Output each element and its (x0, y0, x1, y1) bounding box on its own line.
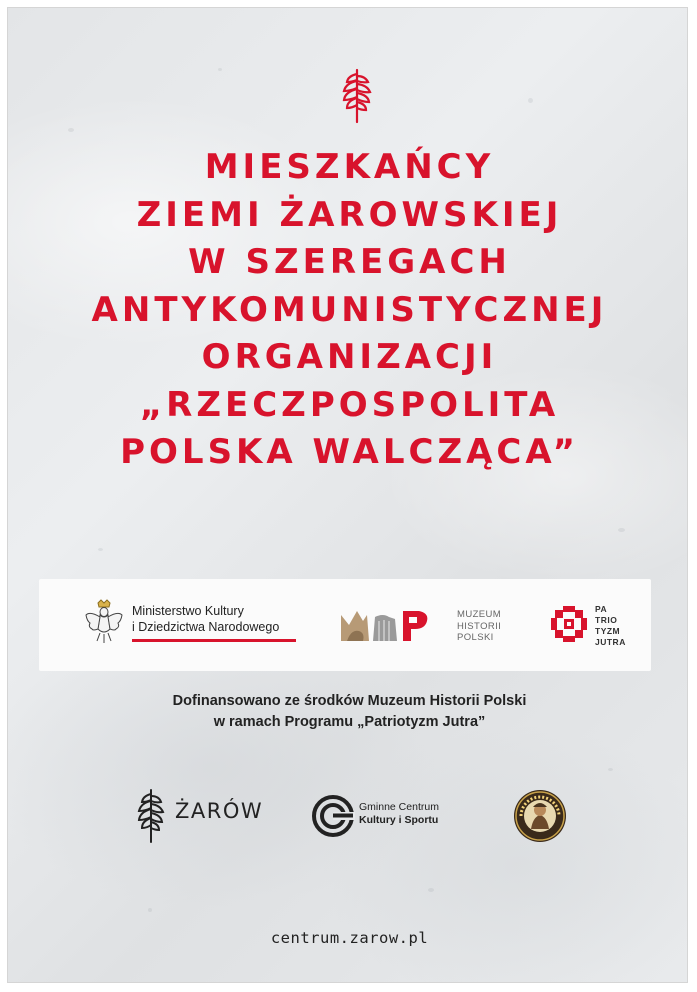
museum-line1: MUZEUM (457, 609, 502, 620)
patriotyzm-jutra-text (595, 604, 626, 648)
tree-icon (133, 787, 169, 845)
poster-title (21, 144, 678, 477)
tree-icon (337, 66, 377, 126)
museum-logo (339, 607, 451, 643)
ministry-red-bar (132, 639, 296, 642)
sponsor-logos-band (39, 579, 651, 671)
title-line: MIESZKAŃCY (204, 147, 495, 187)
zarow-wordmark: ŻARÓW (175, 799, 264, 823)
pj-line4: JUTRA (595, 637, 626, 647)
patriotyzm-jutra-logo (551, 606, 587, 642)
museum-name (457, 609, 501, 644)
gck-name (359, 801, 439, 827)
ministry-line1: Ministerstwo Kultury (132, 604, 244, 618)
museum-line2: HISTORII (457, 620, 502, 632)
museum-line3: POLSKI (457, 632, 494, 643)
historical-group-badge (513, 789, 567, 843)
title-line: ZIEMI ŻAROWSKIEJ (136, 194, 563, 235)
funding-line2: w ramach Programu „Patriotyzm Jutra” (213, 714, 486, 730)
website-url[interactable]: centrum.zarow.pl (270, 929, 429, 947)
ministry-line2: i Dziedzictwa Narodowego (132, 620, 280, 634)
title-line: ANTYKOMUNISTYCZNEJ (91, 289, 608, 330)
funding-line1: Dofinansowano ze środków Muzeum Historii Polski (172, 693, 527, 709)
funding-statement (21, 691, 678, 733)
g-logo-icon (311, 794, 355, 838)
title-line: POLSKA WALCZĄCA” (120, 432, 579, 472)
pj-line1: PA (595, 604, 608, 614)
pj-line3: TYZM (595, 626, 621, 636)
gck-line1: Gminne Centrum (359, 801, 439, 813)
title-line: W SZEREGACH (188, 242, 511, 282)
white-eagle-icon (84, 599, 124, 645)
poster (7, 7, 688, 983)
pj-line2: TRIO (595, 615, 618, 625)
gck-line2: Kultury i Sportu (359, 814, 439, 826)
title-line: ORGANIZACJI (201, 337, 498, 377)
ministry-name (132, 603, 279, 635)
title-line: „RZECZPOSPOLITA (139, 384, 560, 425)
